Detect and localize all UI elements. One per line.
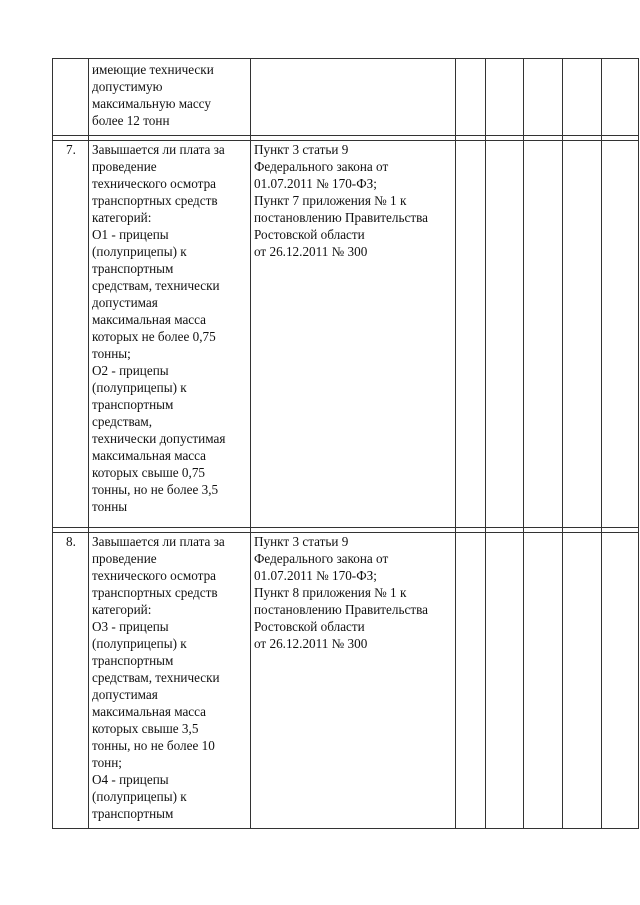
question-line: технического осмотра <box>92 176 217 191</box>
basis-line: постановлению Правительства <box>254 602 429 617</box>
question-line: транспортным <box>92 653 174 668</box>
legal-basis-cell <box>251 533 456 829</box>
row-number: 7. <box>53 141 89 528</box>
question-line: тонны; <box>92 346 131 361</box>
basis-line: от 26.12.2011 № 300 <box>254 636 368 651</box>
basis-line: Федерального закона от <box>254 551 389 566</box>
basis-line: Пункт 3 статьи 9 <box>254 534 349 549</box>
question-line: проведение <box>92 551 157 566</box>
question-line: проведение <box>92 159 157 174</box>
empty-cell <box>456 533 486 829</box>
question-line: транспортным <box>92 806 174 821</box>
table-row <box>53 533 639 829</box>
table-row <box>53 59 639 136</box>
basis-line: постановлению Правительства <box>254 210 429 225</box>
question-line: технического осмотра <box>92 568 217 583</box>
question-line: максимальная масса <box>92 704 207 719</box>
question-line: средствам, технически <box>92 278 220 293</box>
empty-cell <box>563 59 602 136</box>
question-line: транспортных средств <box>92 585 218 600</box>
basis-line: 01.07.2011 № 170-ФЗ; <box>254 176 377 191</box>
question-line: максимальная масса <box>92 448 207 463</box>
empty-cell <box>602 141 639 528</box>
question-line: (полуприцепы) к <box>92 789 187 804</box>
question-line: Завышается ли плата за <box>92 142 225 157</box>
empty-cell <box>486 59 524 136</box>
question-line: категорий: <box>92 210 152 225</box>
basis-line: Пункт 7 приложения № 1 к <box>254 193 407 208</box>
question-line: О4 - прицепы <box>92 772 169 787</box>
question-cell <box>89 59 251 136</box>
question-line: тонны, но не более 10 <box>92 738 215 753</box>
empty-cell <box>486 533 524 829</box>
question-line: максимальная масса <box>92 312 207 327</box>
question-line: категорий: <box>92 602 152 617</box>
empty-cell <box>456 141 486 528</box>
legal-basis-cell <box>251 59 456 136</box>
empty-cell <box>456 59 486 136</box>
basis-line: 01.07.2011 № 170-ФЗ; <box>254 568 377 583</box>
question-line: тонн; <box>92 755 122 770</box>
question-line: которых свыше 0,75 <box>92 465 206 480</box>
empty-cell <box>602 59 639 136</box>
question-line: О1 - прицепы <box>92 227 169 242</box>
question-line: максимальную массу <box>92 96 211 111</box>
question-line: средствам, <box>92 414 153 429</box>
empty-cell <box>602 533 639 829</box>
basis-line: Ростовской области <box>254 227 365 242</box>
row-number: 8. <box>53 533 89 829</box>
question-line: (полуприцепы) к <box>92 244 187 259</box>
question-cell <box>89 533 251 829</box>
question-line: О3 - прицепы <box>92 619 169 634</box>
table-row <box>53 141 639 528</box>
basis-line: Пункт 3 статьи 9 <box>254 142 349 157</box>
empty-cell <box>563 141 602 528</box>
question-line: тонны <box>92 499 128 514</box>
question-line: допустимую <box>92 79 163 94</box>
question-line: имеющие технически <box>92 62 214 77</box>
question-line: (полуприцепы) к <box>92 380 187 395</box>
legal-basis-cell <box>251 141 456 528</box>
basis-line: Ростовской области <box>254 619 365 634</box>
question-line: средствам, технически <box>92 670 220 685</box>
empty-cell <box>524 533 563 829</box>
row-number <box>53 59 89 136</box>
question-line: транспортных средств <box>92 193 218 208</box>
basis-line: Федерального закона от <box>254 159 389 174</box>
question-line: допустимая <box>92 687 158 702</box>
basis-line: Пункт 8 приложения № 1 к <box>254 585 407 600</box>
question-line: технически допустимая <box>92 431 226 446</box>
question-line: (полуприцепы) к <box>92 636 187 651</box>
question-line: допустимая <box>92 295 158 310</box>
question-line: транспортным <box>92 261 174 276</box>
empty-cell <box>524 141 563 528</box>
empty-cell <box>486 141 524 528</box>
empty-cell <box>524 59 563 136</box>
question-line: Завышается ли плата за <box>92 534 225 549</box>
basis-line: от 26.12.2011 № 300 <box>254 244 368 259</box>
question-line: тонны, но не более 3,5 <box>92 482 219 497</box>
empty-cell <box>563 533 602 829</box>
question-line: транспортным <box>92 397 174 412</box>
question-line: более 12 тонн <box>92 113 170 128</box>
question-line: которых не более 0,75 <box>92 329 216 344</box>
question-line: которых свыше 3,5 <box>92 721 199 736</box>
checklist-table <box>52 58 639 829</box>
question-line: О2 - прицепы <box>92 363 169 378</box>
question-cell <box>89 141 251 528</box>
